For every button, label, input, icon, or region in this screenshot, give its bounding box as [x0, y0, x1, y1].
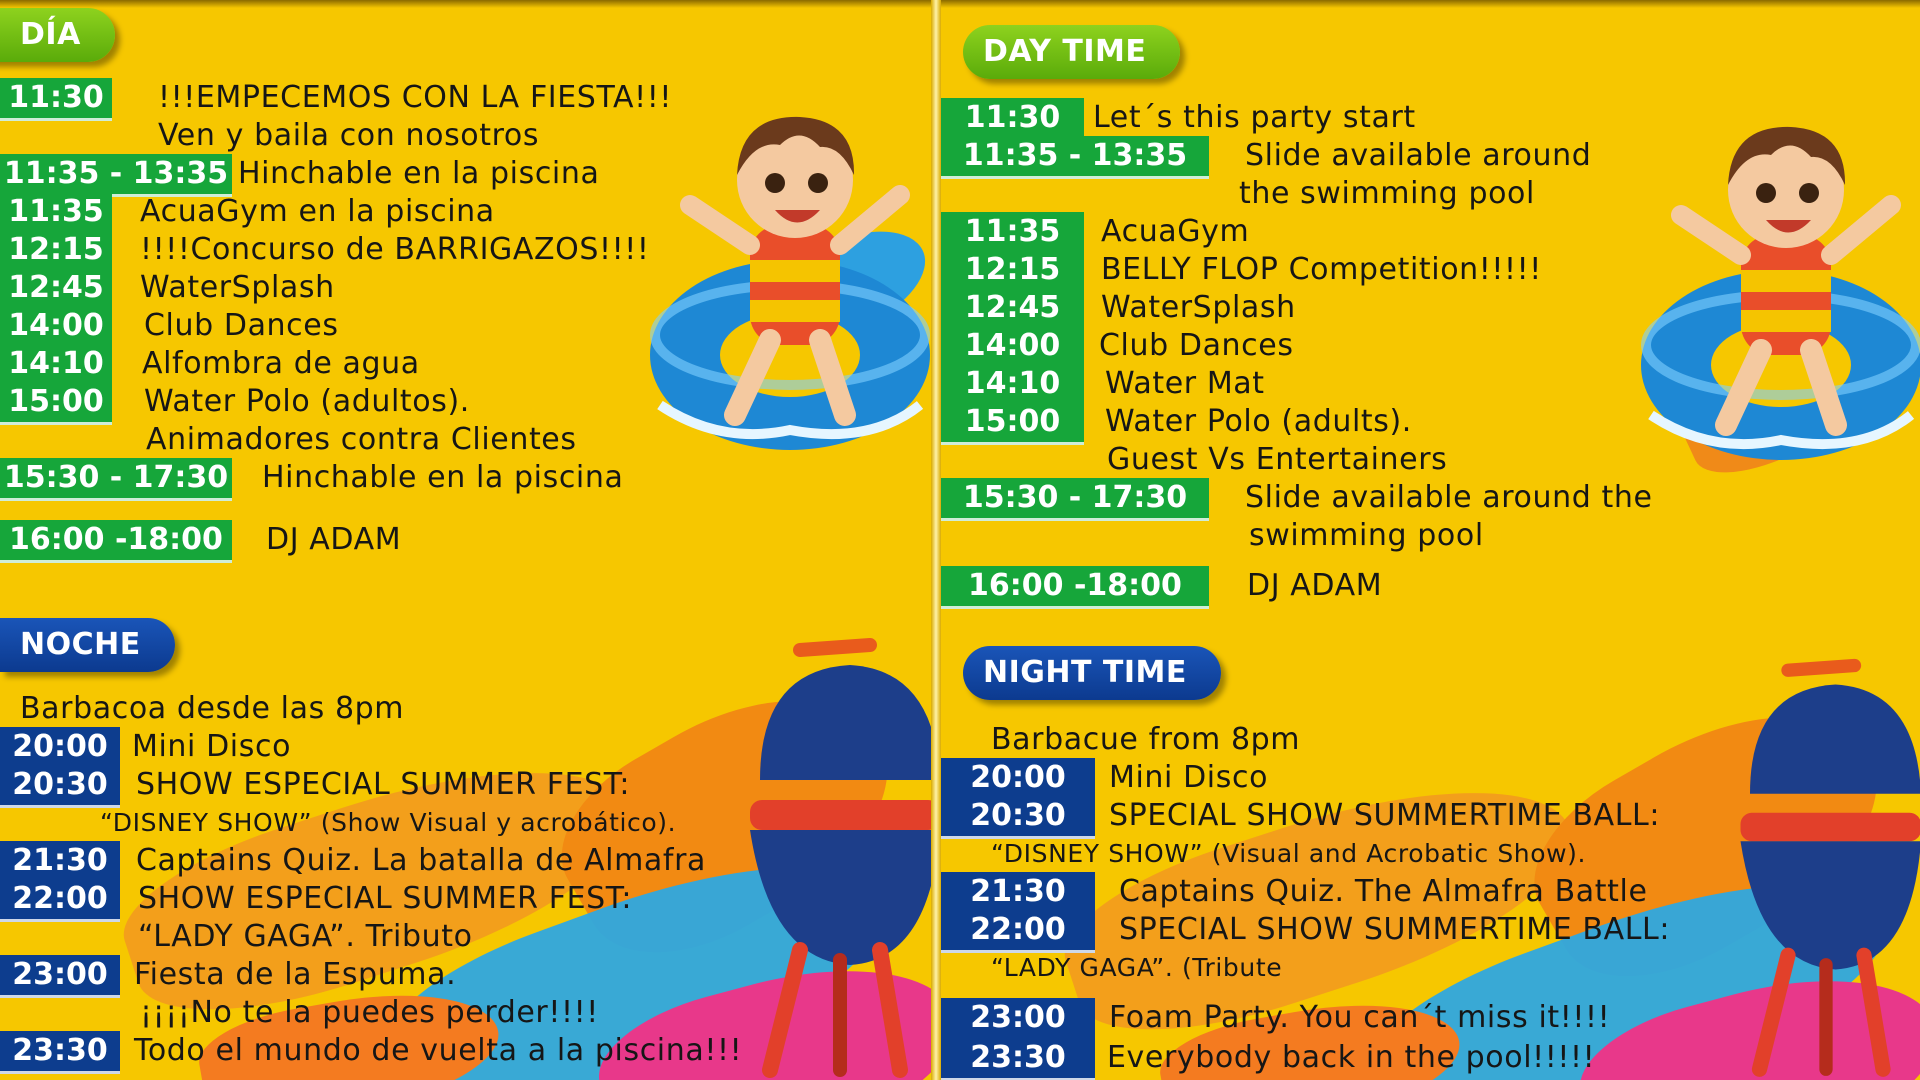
schedule-time: 11:35: [0, 192, 112, 235]
night-section-badge: NOCHE: [0, 618, 175, 672]
schedule-activity: “LADY GAGA”. (Tribute: [991, 953, 1283, 982]
schedule-activity: Captains Quiz. The Almafra Battle: [1119, 874, 1648, 909]
schedule-activity: Slide available around the: [1245, 480, 1653, 515]
schedule-time: 22:00: [941, 910, 1095, 953]
day-section-badge: DAY TIME: [963, 25, 1180, 79]
day-section-badge: DÍA: [0, 8, 115, 62]
schedule-activity: Foam Party. You can´t miss it!!!!: [1109, 1000, 1611, 1035]
schedule-time: 20:30: [0, 765, 120, 808]
schedule-activity: SHOW ESPECIAL SUMMER FEST:: [136, 767, 631, 802]
grill-illustration: [740, 630, 931, 1080]
schedule-activity: SPECIAL SHOW SUMMERTIME BALL:: [1109, 798, 1661, 833]
schedule-activity: Water Mat: [1105, 366, 1265, 401]
schedule-activity: DJ ADAM: [266, 522, 402, 557]
schedule-activity: Mini Disco: [1109, 760, 1269, 795]
schedule-activity: Hinchable en la piscina: [262, 460, 624, 495]
schedule-activity: SPECIAL SHOW SUMMERTIME BALL:: [1119, 912, 1671, 947]
schedule-activity: the swimming pool: [1239, 176, 1535, 211]
schedule-time: 21:30: [0, 841, 120, 884]
schedule-activity: WaterSplash: [140, 270, 335, 305]
schedule-activity: WaterSplash: [1101, 290, 1296, 325]
schedule-activity: swimming pool: [1249, 518, 1484, 553]
schedule-activity: DJ ADAM: [1247, 568, 1383, 603]
schedule-time: 22:00: [0, 879, 120, 922]
schedule-activity: Water Polo (adultos).: [144, 384, 470, 419]
schedule-activity: Mini Disco: [132, 729, 292, 764]
schedule-time: 23:00: [941, 998, 1095, 1041]
schedule-activity: Ven y baila con nosotros: [158, 118, 540, 153]
schedule-time: 12:15: [0, 230, 112, 273]
schedule-activity: !!!EMPECEMOS CON LA FIESTA!!!: [158, 80, 673, 115]
schedule-panel-english: [941, 0, 1920, 1080]
schedule-time: 11:35 - 13:35: [941, 136, 1209, 179]
schedule-time: 20:00: [941, 758, 1095, 801]
schedule-activity: Slide available around: [1245, 138, 1592, 173]
grill-illustration: [1731, 650, 1920, 1080]
schedule-time: 20:30: [941, 796, 1095, 839]
panel-divider: [931, 0, 941, 1080]
schedule-activity: SHOW ESPECIAL SUMMER FEST:: [138, 881, 633, 916]
kid-on-float-illustration: [640, 85, 930, 485]
top-shadow: [0, 0, 931, 8]
schedule-activity: “DISNEY SHOW” (Visual and Acrobatic Show).: [991, 839, 1587, 868]
top-shadow: [941, 0, 1920, 8]
schedule-time: 15:00: [0, 382, 112, 425]
schedule-activity: Water Polo (adults).: [1105, 404, 1412, 439]
schedule-panel-spanish: [0, 0, 931, 1080]
schedule-activity: AcuaGym: [1101, 214, 1250, 249]
schedule-time: 15:00: [941, 402, 1084, 445]
schedule-activity: Guest Vs Entertainers: [1107, 442, 1448, 477]
schedule-activity: “LADY GAGA”. Tributo: [138, 919, 473, 954]
schedule-time: 15:30 - 17:30: [0, 458, 232, 501]
schedule-time: 15:30 - 17:30: [941, 478, 1209, 521]
schedule-activity: !!!!Concurso de BARRIGAZOS!!!!: [140, 232, 650, 267]
schedule-activity: Fiesta de la Espuma.: [134, 957, 457, 992]
schedule-time: 11:30: [941, 98, 1084, 141]
schedule-activity: “DISNEY SHOW” (Show Visual y acrobático).: [100, 808, 677, 837]
schedule-time: 23:30: [941, 1038, 1095, 1080]
schedule-activity: Everybody back in the pool!!!!!: [1107, 1040, 1596, 1075]
schedule-time: 12:45: [941, 288, 1084, 331]
schedule-activity: Club Dances: [144, 308, 339, 343]
schedule-activity: Captains Quiz. La batalla de Almafra: [136, 843, 706, 878]
kid-on-float-illustration: [1631, 95, 1920, 495]
schedule-time: 12:15: [941, 250, 1084, 293]
schedule-time: 11:30: [0, 78, 112, 121]
schedule-time: 11:35: [941, 212, 1084, 255]
schedule-activity: Alfombra de agua: [142, 346, 420, 381]
schedule-activity: Club Dances: [1099, 328, 1294, 363]
schedule-time: 16:00 -18:00: [941, 566, 1209, 609]
schedule-activity: AcuaGym en la piscina: [140, 194, 495, 229]
schedule-time: 11:35 - 13:35: [0, 154, 232, 197]
schedule-time: 23:00: [0, 955, 120, 998]
night-intro: Barbacue from 8pm: [991, 722, 1301, 757]
schedule-activity: Animadores contra Clientes: [146, 422, 577, 457]
schedule-activity: BELLY FLOP Competition!!!!!: [1101, 252, 1542, 287]
schedule-time: 14:10: [941, 364, 1084, 407]
schedule-time: 20:00: [0, 727, 120, 770]
schedule-time: 16:00 -18:00: [0, 520, 232, 563]
schedule-activity: Todo el mundo de vuelta a la piscina!!!: [134, 1033, 743, 1068]
schedule-activity: Let´s this party start: [1093, 100, 1416, 135]
schedule-time: 21:30: [941, 872, 1095, 915]
schedule-activity: ¡¡¡¡No te la puedes perder!!!!: [140, 995, 599, 1030]
schedule-time: 14:00: [0, 306, 112, 349]
schedule-activity: Hinchable en la piscina: [238, 156, 600, 191]
schedule-time: 14:10: [0, 344, 112, 387]
schedule-time: 23:30: [0, 1031, 120, 1074]
night-section-badge: NIGHT TIME: [963, 646, 1221, 700]
schedule-time: 14:00: [941, 326, 1084, 369]
night-intro: Barbacoa desde las 8pm: [20, 691, 405, 726]
schedule-time: 12:45: [0, 268, 112, 311]
